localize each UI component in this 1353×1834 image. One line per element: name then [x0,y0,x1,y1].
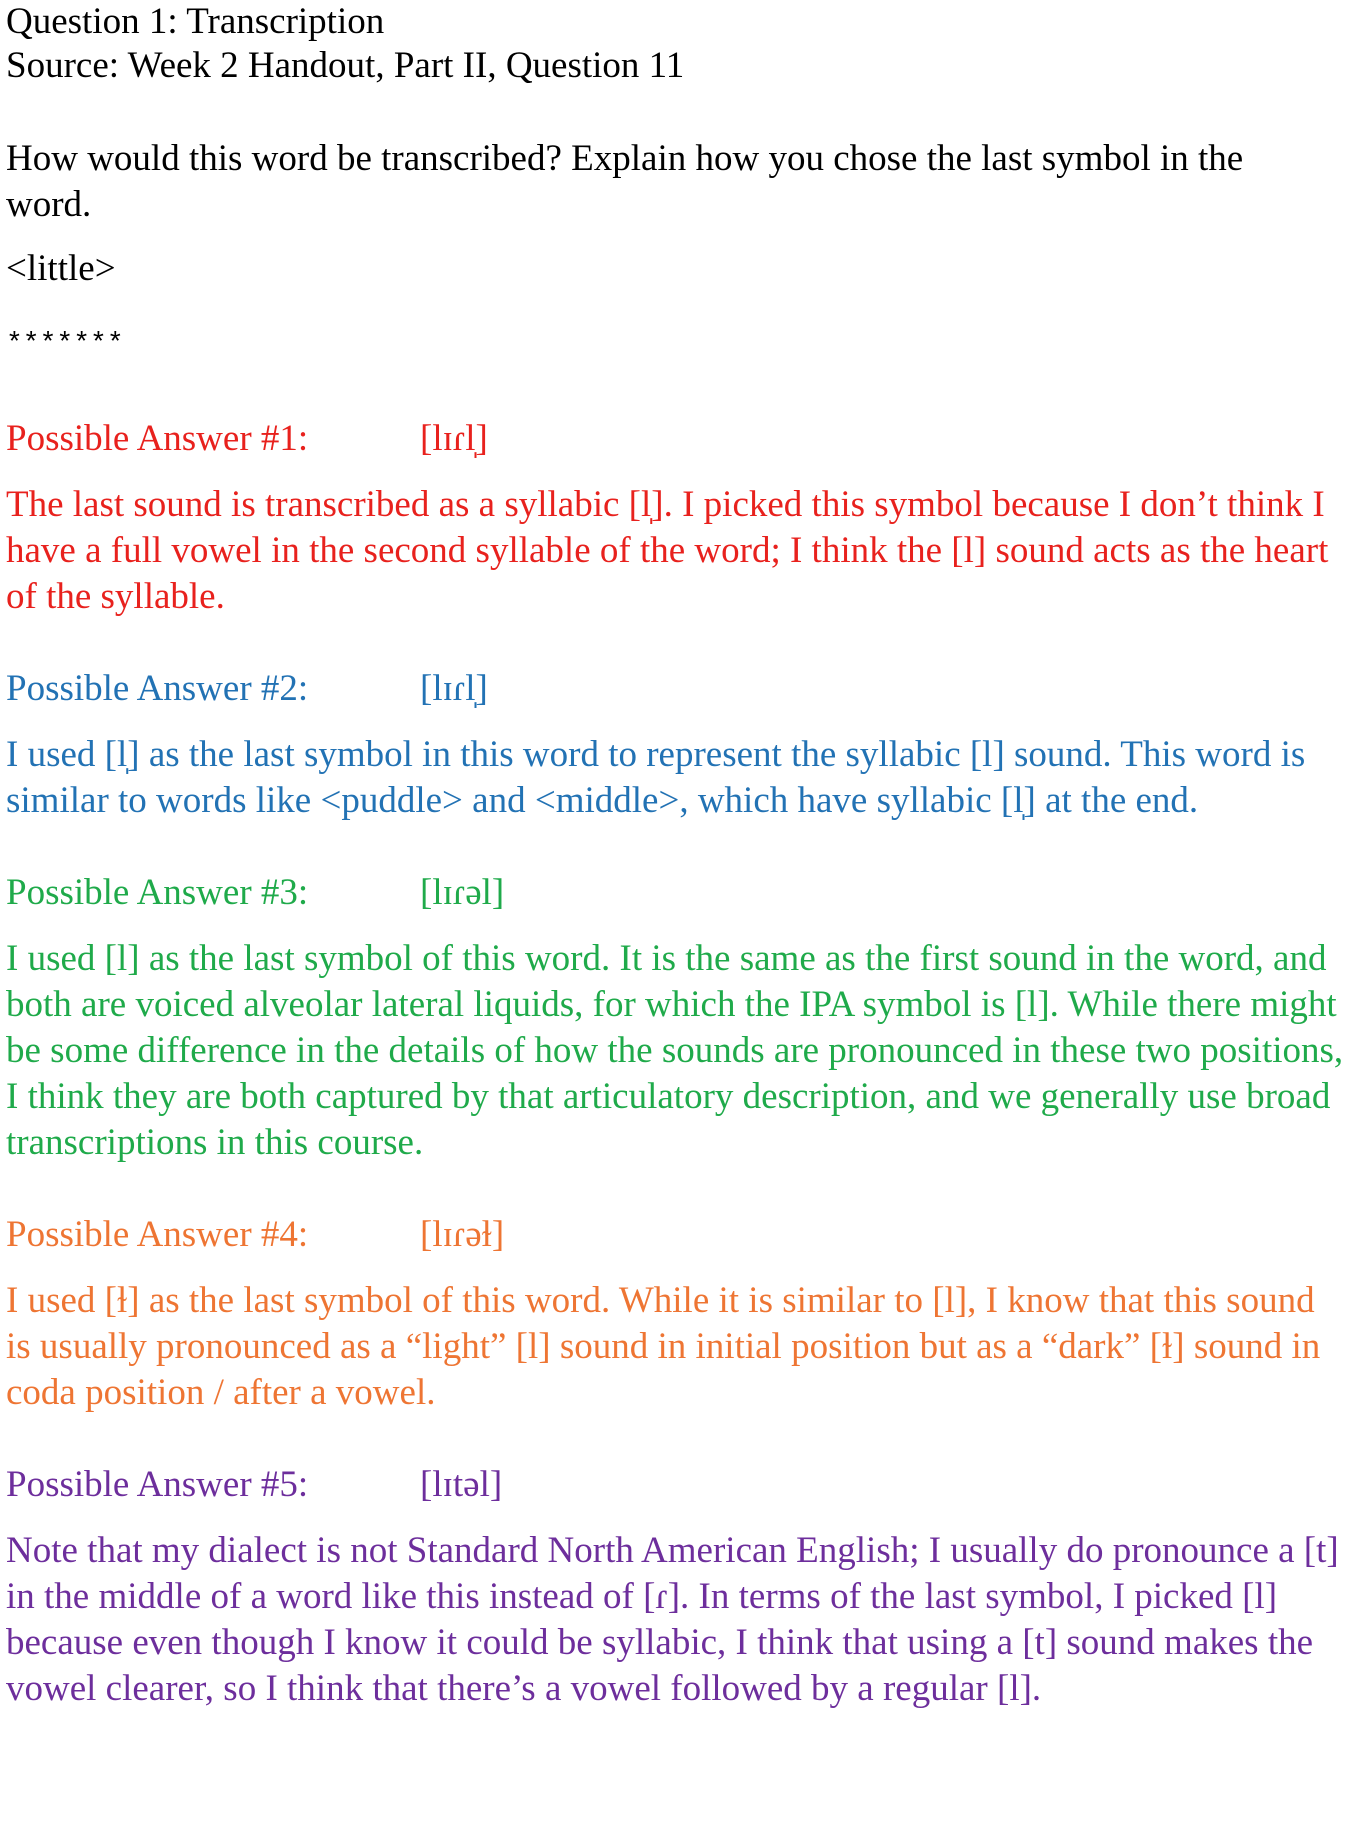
question-title: Question 1: Transcription [6,1,385,42]
answer-ipa: [lɪɾl̩] [420,668,488,709]
separator: ******* [6,329,124,360]
answer-explanation: Note that my dialect is not Standard North American English; I usually do pronounce a [t] in the middle of a word like this instead of [ɾ]. In terms of the last symbol, I picked [l] because even though I know it could be syllabic, I think that using a [t] sound makes the vowel clearer, so I think that there’s a vowel followed by a regular [l]. [6,1530,1339,1709]
answer-label: Possible Answer #4: [6,1214,309,1255]
answer-ipa: [lɪɾl̩] [420,418,488,459]
answer-block-1 [6,416,1346,620]
answer-heading [6,1212,1346,1258]
answer-ipa: [lɪɾəɫ] [420,1214,505,1255]
answer-label: Possible Answer #3: [6,872,309,913]
answer-heading [6,416,1346,462]
answer-heading [6,870,1346,916]
answer-ipa: [lɪɾəl] [420,872,505,913]
question-source: Source: Week 2 Handout, Part II, Question 11 [6,45,685,86]
question-prompt: How would this word be transcribed? Explain how you chose the last symbol in the word. [6,138,1244,225]
answer-block-2 [6,666,1346,824]
answer-block-3 [6,870,1346,1166]
answer-ipa: [lɪtəl] [420,1464,503,1505]
answer-label: Possible Answer #2: [6,668,309,709]
answer-heading [6,1462,1346,1508]
answer-explanation: I used [ɫ] as the last symbol of this word. While it is similar to [l], I know that this sound is usually pronounced as a “light” [l] sound in initial position but as a “dark” [ɫ] sound in coda position / after a vowel. [6,1280,1321,1413]
answer-block-4 [6,1212,1346,1416]
document-page [6,0,1346,1712]
answer-explanation: I used [l] as the last symbol of this word. It is the same as the first sound in the word, and both are voiced alveolar lateral liquids, for which the IPA symbol is [l]. While there might be some difference in the details of how the sounds are pronounced in these two positions, I think they are both captured by that articulatory description, and we generally use broad transcriptions in this course. [6,938,1344,1163]
answer-label: Possible Answer #5: [6,1464,309,1505]
answer-label: Possible Answer #1: [6,418,309,459]
answer-explanation: The last sound is transcribed as a syllabic [l̩]. I picked this symbol because I don’t think I have a full vowel in the second syllable of the word; I think the [l] sound acts as the heart of the syllable. [6,484,1329,617]
answer-block-5 [6,1462,1346,1712]
example-word: <little> [6,248,116,289]
answer-explanation: I used [l̩] as the last symbol in this word to represent the syllabic [l] sound. This word is similar to words like <puddle> and <middle>, which have syllabic [l̩] at the end. [6,734,1306,821]
answer-heading [6,666,1346,712]
